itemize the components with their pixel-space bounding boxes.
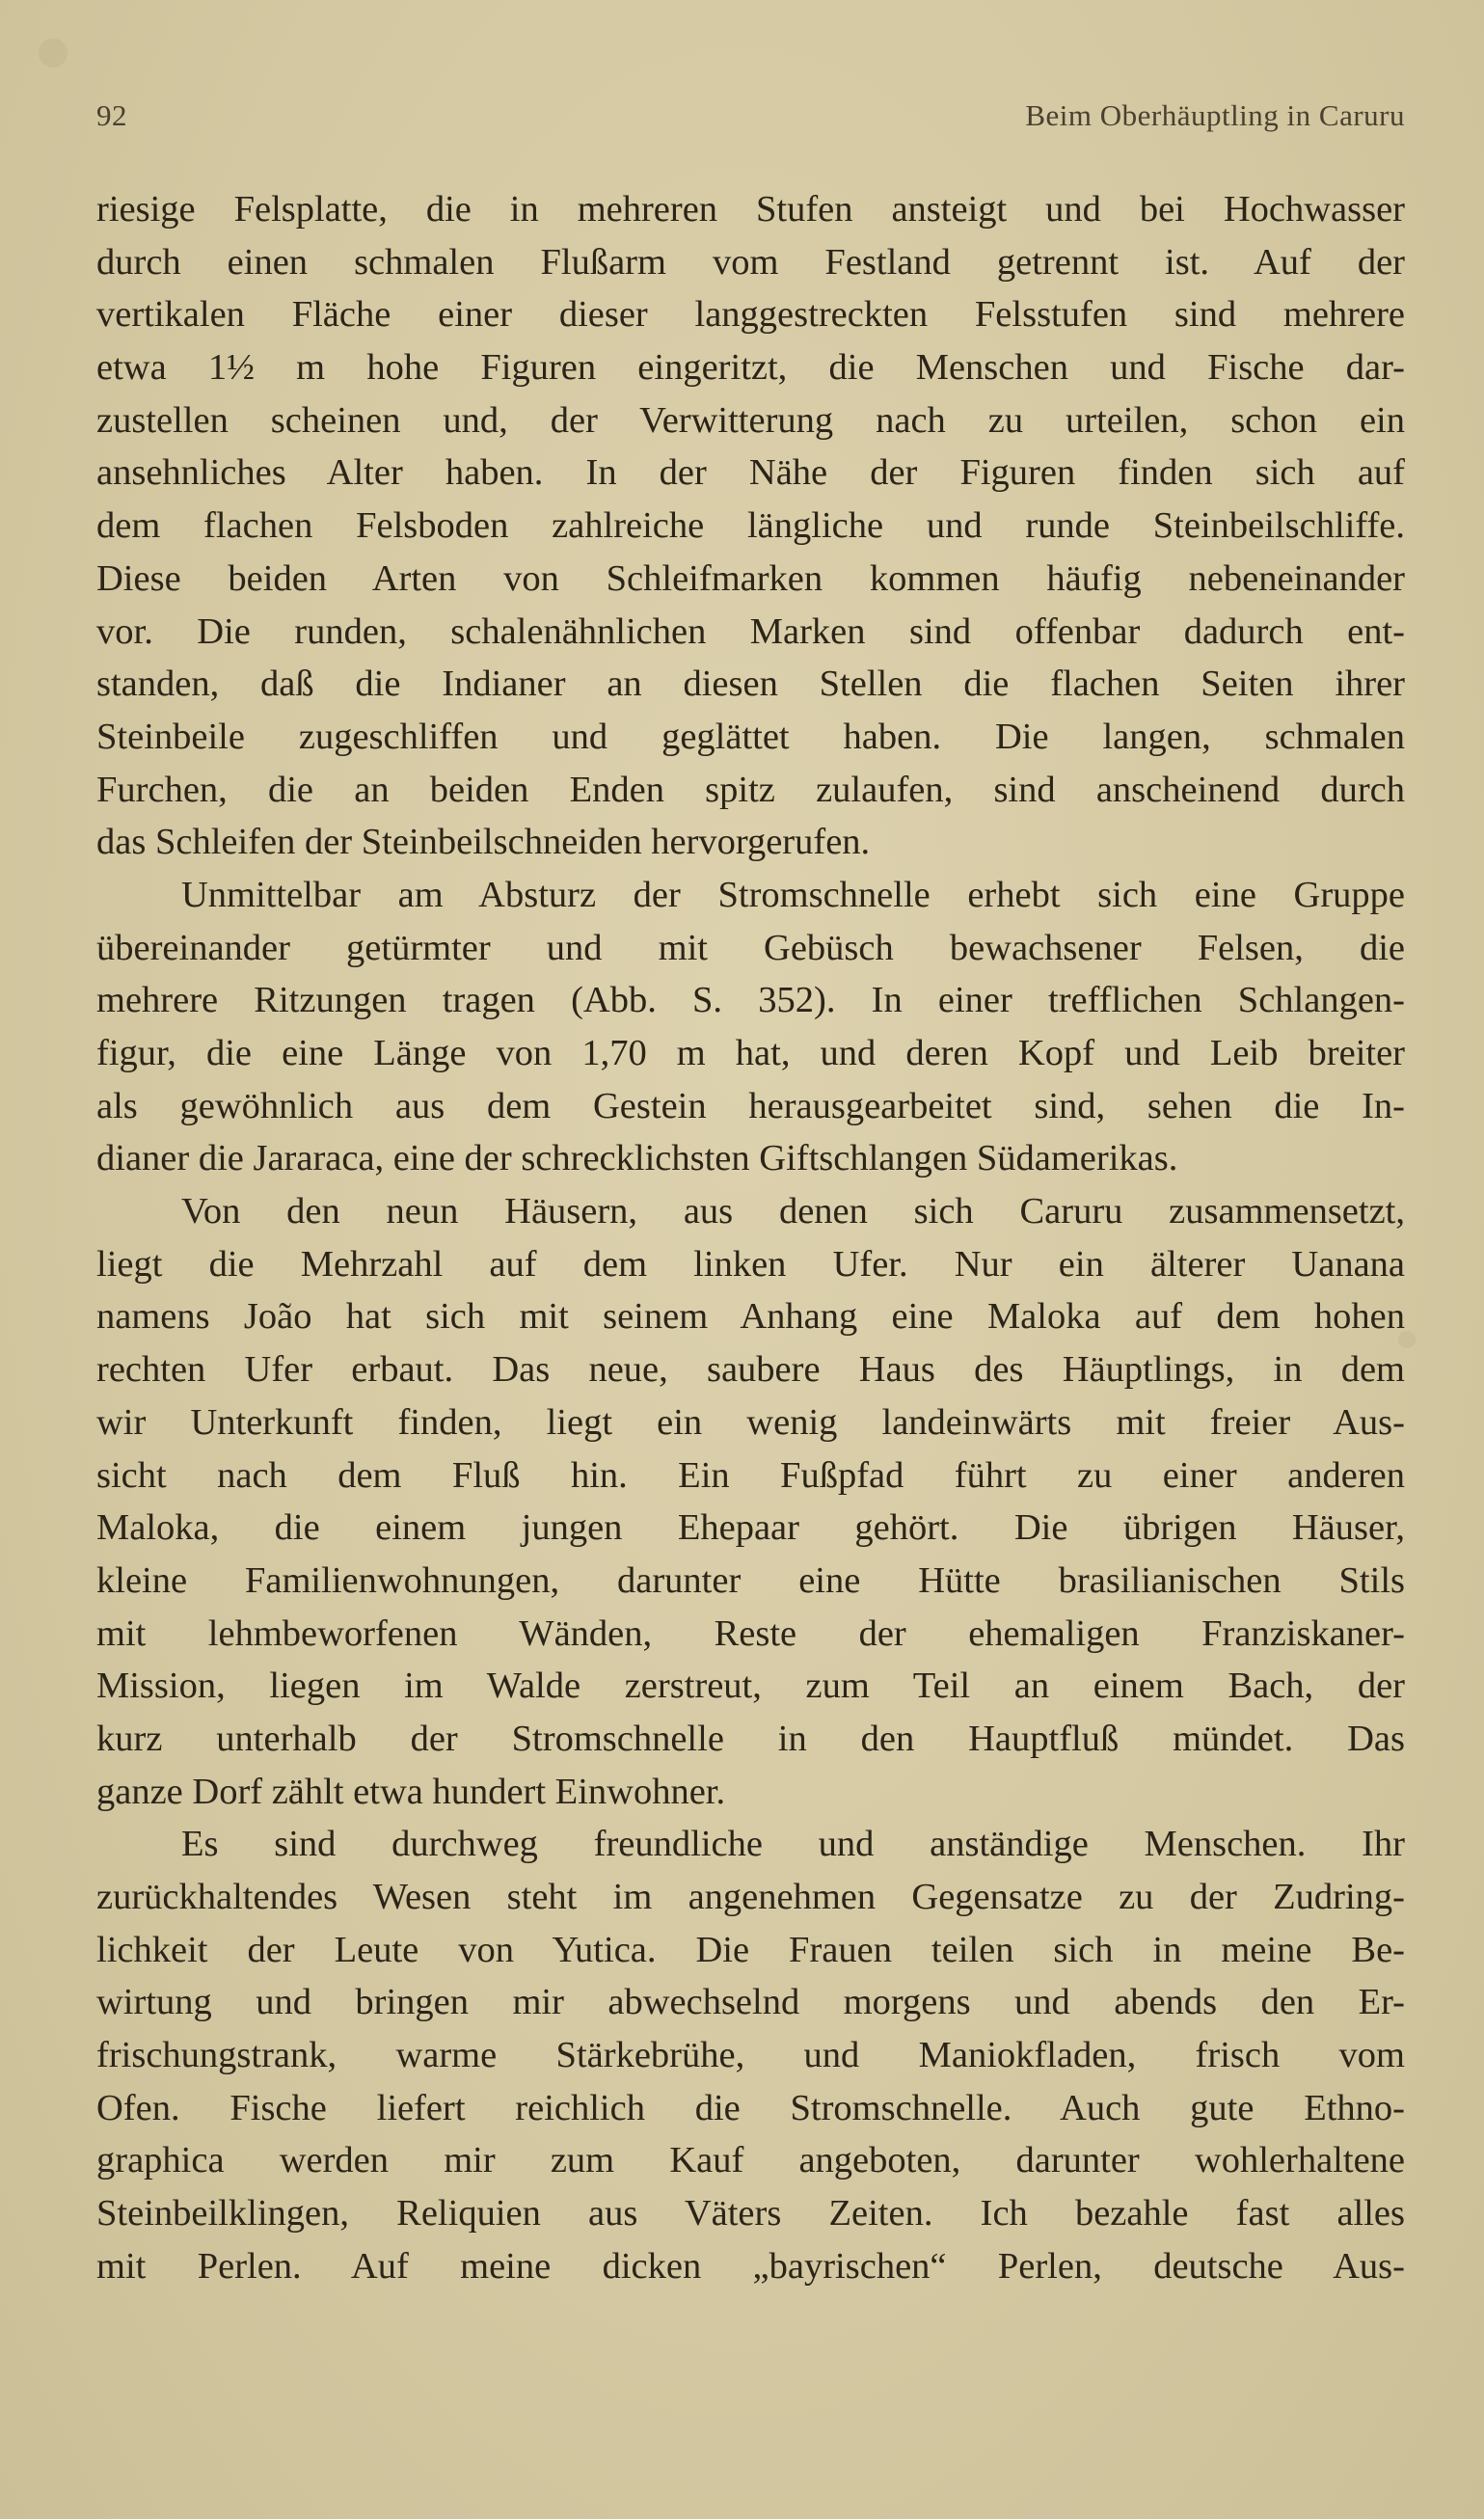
text-line: sicht nach dem Fluß hin. Ein Fußpfad führt zu einer anderen (96, 1454, 1405, 1496)
text-line: rechten Ufer erbaut. Das neue, saubere Haus des Häuptlings, in dem (96, 1349, 1405, 1391)
text-line: als gewöhnlich aus dem Gestein herausgearbeitet sind, sehen die In- (96, 1085, 1405, 1126)
text-line: vor. Die runden, schalenähnlichen Marken sind offenbar dadurch ent- (96, 610, 1405, 652)
text-line: figur, die eine Länge von 1,70 m hat, und deren Kopf und Leib breiter (96, 1033, 1405, 1073)
text-line: durch einen schmalen Flußarm vom Festland getrennt ist. Auf der (96, 241, 1405, 283)
paragraph (96, 1185, 1405, 1818)
text-line: Ofen. Fische liefert reichlich die Stromschnelle. Auch gute Ethno- (96, 2087, 1405, 2128)
page-header (96, 98, 1405, 137)
text-line: Furchen, die an beiden Enden spitz zulaufen, sind anscheinend durch (96, 769, 1405, 810)
text-line: zurückhaltendes Wesen steht im angenehmen Gegensatze zu der Zudring- (96, 1877, 1405, 1917)
text-line: mehrere Ritzungen tragen (Abb. S. 352). In einer trefflichen Schlangen- (96, 980, 1405, 1021)
text-line: Steinbeilklingen, Reliquien aus Väters Zeiten. Ich bezahle fast alles (96, 2193, 1405, 2235)
paper-stain (39, 39, 67, 68)
text-line: Maloka, die einem jungen Ehepaar gehört. Die übrigen Häuser, (96, 1507, 1405, 1549)
text-line: das Schleifen der Steinbeilschneiden hervorgerufen. (96, 822, 871, 863)
paragraph (96, 183, 1405, 869)
text-line: dem flachen Felsboden zahlreiche längliche und runde Steinbeilschliffe. (96, 505, 1405, 547)
text-line: Diese beiden Arten von Schleifmarken kommen häufig nebeneinander (96, 557, 1405, 599)
text-line: Mission, liegen im Walde zerstreut, zum Teil an einem Bach, der (96, 1666, 1405, 1707)
text-line: liegt die Mehrzahl auf dem linken Ufer. Nur ein älterer Uanana (96, 1243, 1405, 1285)
text-line: kurz unterhalb der Stromschnelle in den Hauptfluß mündet. Das (96, 1718, 1405, 1759)
text-line: übereinander getürmter und mit Gebüsch bewachsener Felsen, die (96, 927, 1405, 968)
text-line: Unmittelbar am Absturz der Stromschnelle erhebt sich eine Gruppe (181, 874, 1405, 915)
text-line: mit Perlen. Auf meine dicken „bayrischen“ Perlen, deutsche Aus- (96, 2245, 1405, 2287)
text-line: Von den neun Häusern, aus denen sich Caruru zusammensetzt, (181, 1191, 1405, 1232)
text-line: Es sind durchweg freundliche und anständige Menschen. Ihr (181, 1824, 1405, 1865)
running-head: Beim Oberhäuptling in Caruru (1025, 98, 1405, 132)
text-line: dianer die Jararaca, eine der schrecklichsten Giftschlangen Südamerikas. (96, 1138, 1178, 1179)
text-line: Steinbeile zugeschliffen und geglättet haben. Die langen, schmalen (96, 716, 1405, 757)
text-line: namens João hat sich mit seinem Anhang eine Maloka auf dem hohen (96, 1296, 1405, 1338)
text-line: riesige Felsplatte, die in mehreren Stufen ansteigt und bei Hochwasser (96, 189, 1405, 230)
page-number: 92 (96, 98, 127, 132)
body-text (96, 183, 1405, 2293)
text-line: ansehnliches Alter haben. In der Nähe der Figuren finden sich auf (96, 452, 1405, 494)
text-line: etwa 1½ m hohe Figuren eingeritzt, die Menschen und Fische dar- (96, 347, 1405, 389)
text-line: kleine Familienwohnungen, darunter eine Hütte brasilianischen Stils (96, 1559, 1405, 1601)
text-line: mit lehmbeworfenen Wänden, Reste der ehemaligen Franziskaner- (96, 1612, 1405, 1654)
text-line: lichkeit der Leute von Yutica. Die Frauen teilen sich in meine Be- (96, 1929, 1405, 1970)
text-line: frischungstrank, warme Stärkebrühe, und Maniokfladen, frisch vom (96, 2035, 1405, 2076)
text-line: vertikalen Fläche einer dieser langgestreckten Felsstufen sind mehrere (96, 294, 1405, 336)
paragraph (96, 869, 1405, 1185)
text-line: standen, daß die Indianer an diesen Stellen die flachen Seiten ihrer (96, 664, 1405, 705)
text-line: ganze Dorf zählt etwa hundert Einwohner. (96, 1771, 726, 1812)
paragraph (96, 1818, 1405, 2292)
text-line: wir Unterkunft finden, liegt ein wenig landeinwärts mit freier Aus- (96, 1401, 1405, 1443)
text-line: zustellen scheinen und, der Verwitterung nach zu urteilen, schon ein (96, 399, 1405, 441)
text-line: graphica werden mir zum Kauf angeboten, darunter wohlerhaltene (96, 2140, 1405, 2181)
text-line: wirtung und bringen mir abwechselnd morgens und abends den Er- (96, 1982, 1405, 2023)
